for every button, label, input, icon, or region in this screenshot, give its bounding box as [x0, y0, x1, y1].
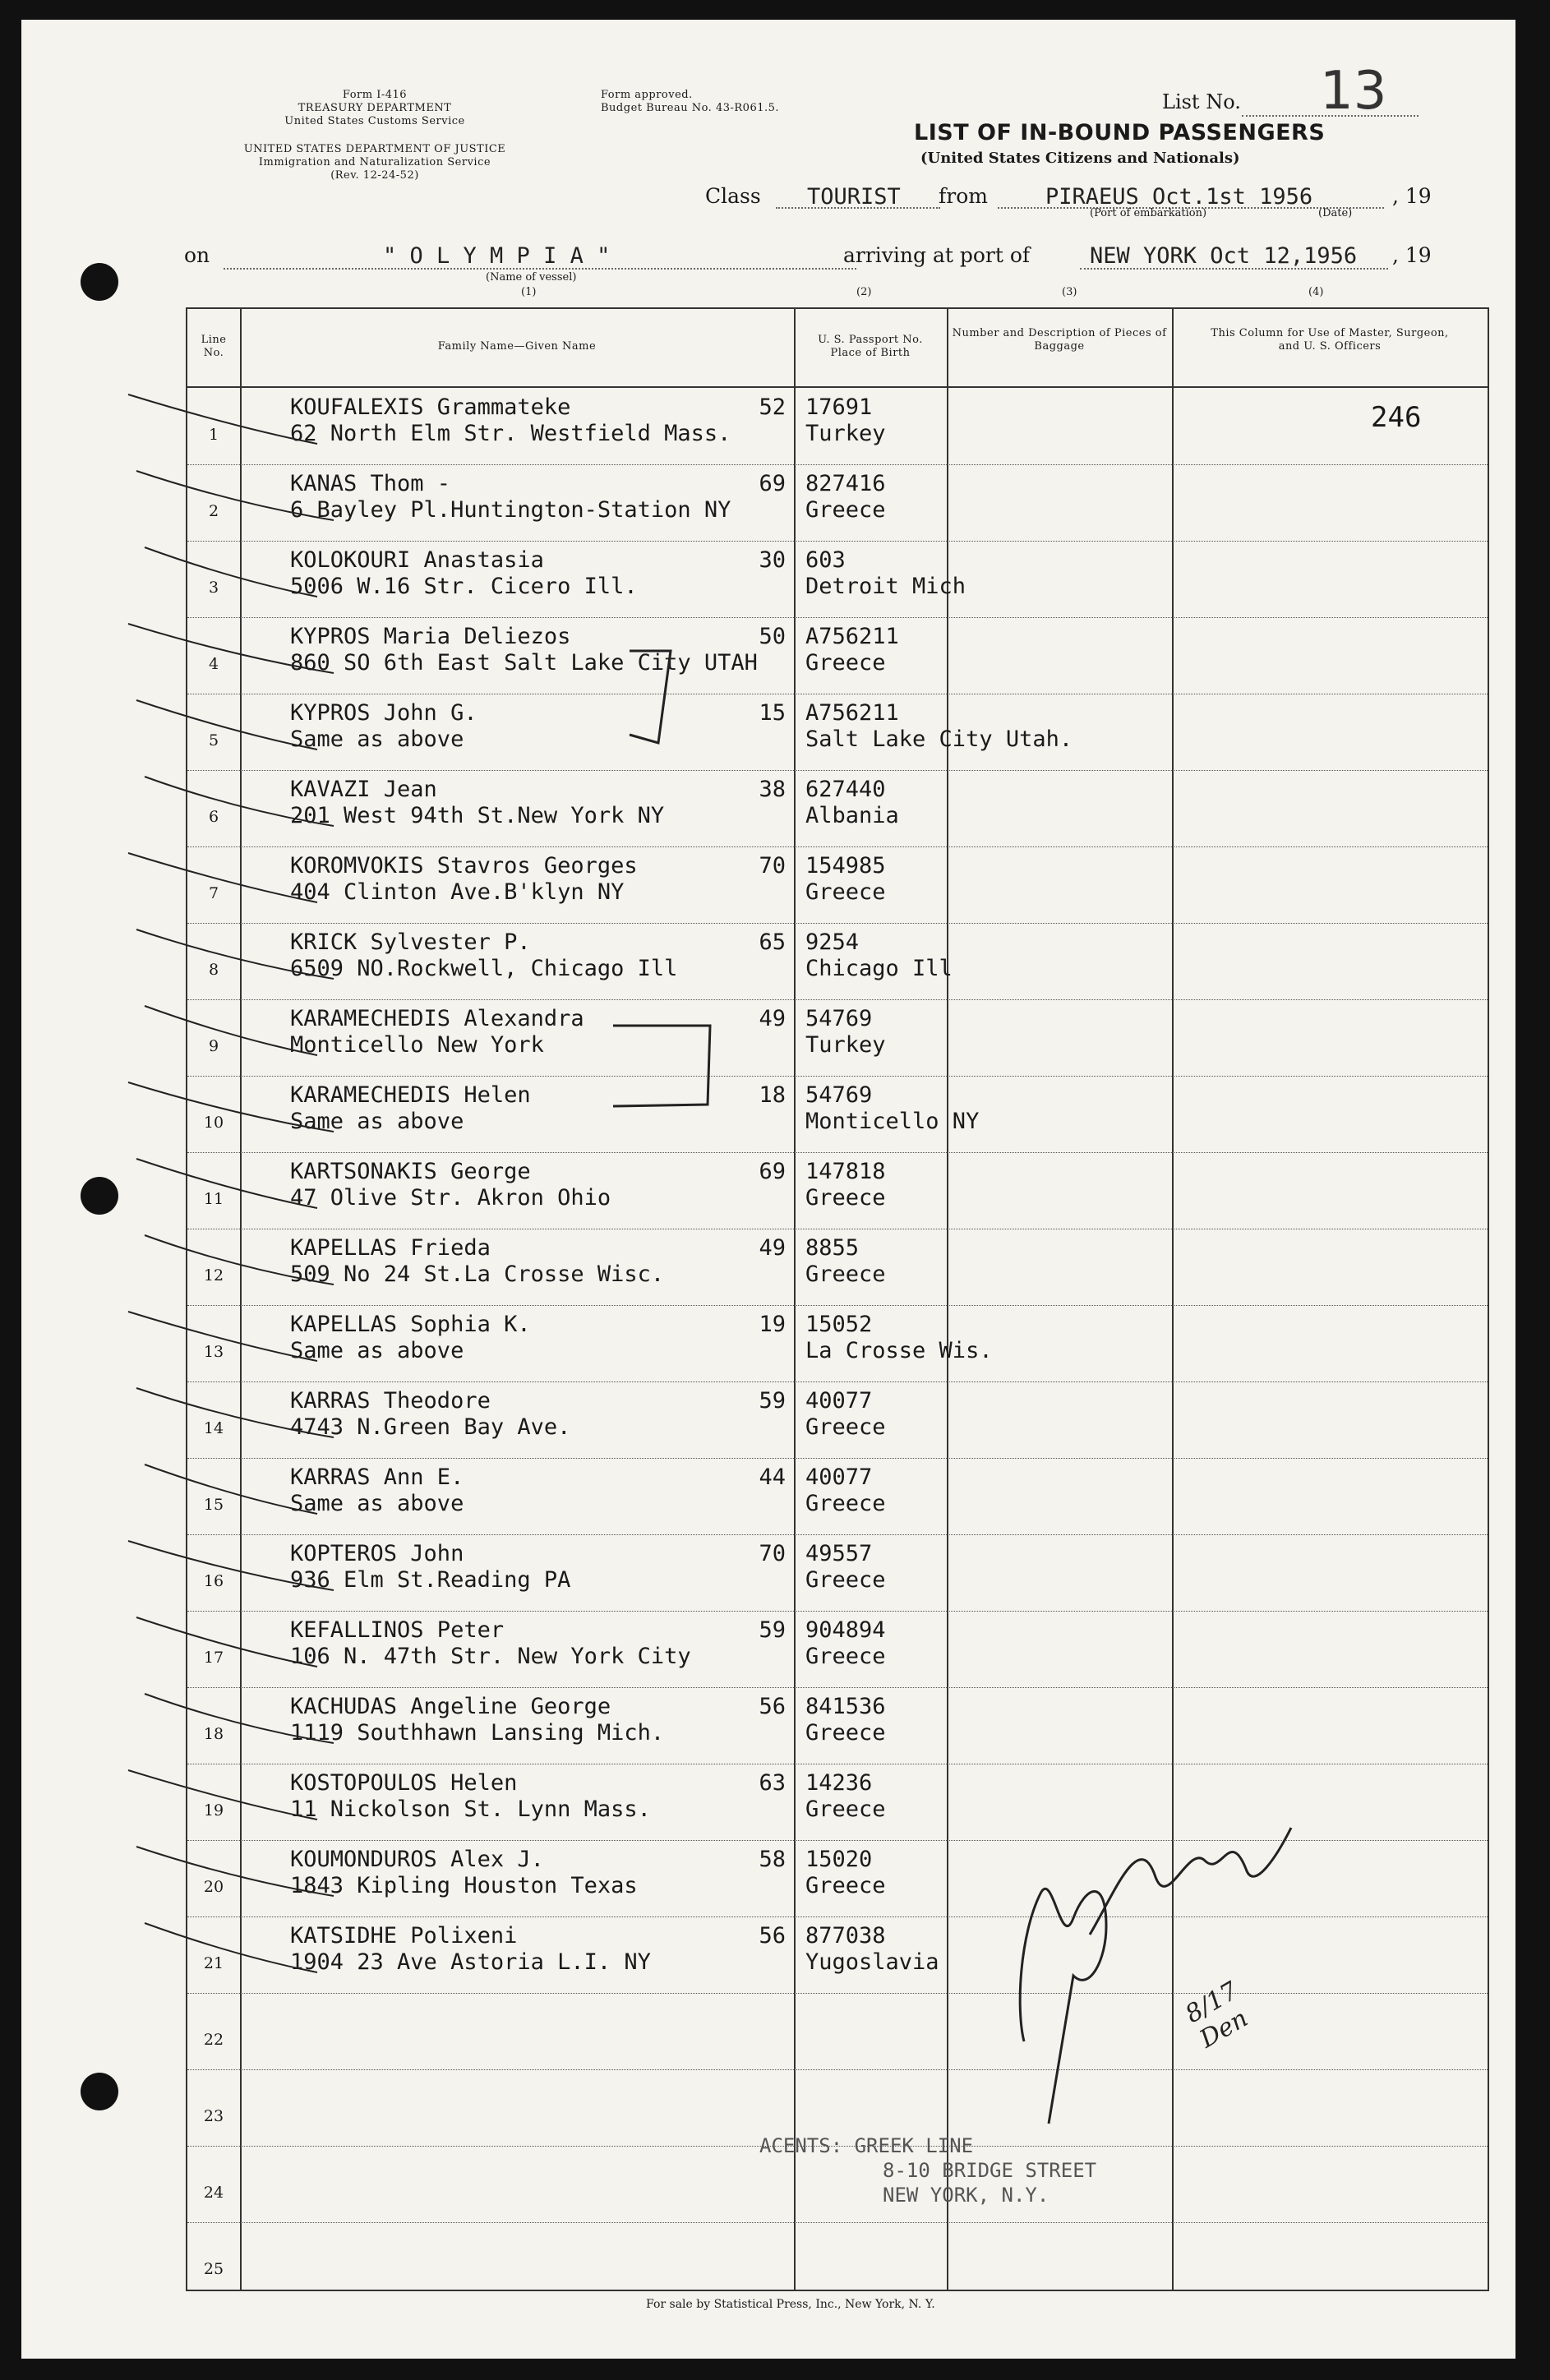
- passenger-name: KARAMECHEDIS Alexandra: [290, 1006, 584, 1031]
- passport-number: 54769: [805, 1006, 873, 1031]
- passport-number: 8855: [805, 1235, 860, 1261]
- immigration-service: Immigration and Naturalization Service: [258, 156, 491, 168]
- check-tick: [128, 1082, 334, 1132]
- passenger-address: 6509 NO.Rockwell, Chicago Ill: [290, 956, 678, 981]
- row-number: 13: [203, 1343, 224, 1361]
- passport-number: 147818: [805, 1159, 886, 1184]
- check-tick: [136, 1847, 334, 1896]
- pen-annotation: 8/17 Den: [1180, 1976, 1253, 2055]
- passenger-name: KYPROS Maria Deliezos: [290, 624, 571, 649]
- row-number: 24: [203, 2184, 224, 2202]
- passenger-age: 15: [759, 700, 786, 726]
- passenger-address: 1904 23 Ave Astoria L.I. NY: [290, 1949, 651, 1975]
- row-number: 21: [203, 1954, 224, 1972]
- passenger-address: 509 No 24 St.La Crosse Wisc.: [290, 1261, 665, 1287]
- check-tick: [128, 1541, 334, 1590]
- check-tick: [145, 1923, 317, 1972]
- row-number: 14: [203, 1419, 224, 1437]
- treasury-dept: TREASURY DEPARTMENT: [298, 102, 452, 114]
- place-of-birth: Chicago Ill: [805, 956, 953, 981]
- budget-bureau: Budget Bureau No. 43-R061.5.: [601, 102, 780, 114]
- passenger-age: 63: [759, 1770, 786, 1796]
- row-number: 3: [208, 579, 219, 597]
- year-suffix-1: , 19: [1392, 184, 1432, 208]
- row-number: 18: [203, 1725, 224, 1743]
- place-of-birth: Turkey: [805, 1032, 886, 1058]
- passenger-name: KAVAZI Jean: [290, 777, 437, 802]
- passport-number: 877038: [805, 1923, 886, 1949]
- place-of-birth: Greece: [805, 650, 886, 676]
- date-col-num: (4): [1308, 286, 1324, 298]
- signature-mark: [1020, 1828, 1291, 2124]
- row-number: 12: [203, 1266, 224, 1285]
- list-no-label: List No.: [1162, 90, 1241, 113]
- document-page: [21, 20, 1515, 2359]
- place-of-birth: Turkey: [805, 421, 886, 446]
- passport-number: A756211: [805, 700, 899, 726]
- passenger-age: 69: [759, 471, 786, 496]
- check-tick: [136, 1159, 317, 1208]
- form-number: Form I-416: [342, 89, 408, 101]
- passenger-age: 59: [759, 1617, 786, 1643]
- stamp-line-1: ACENTS: GREEK LINE: [759, 2134, 974, 2157]
- check-tick: [145, 1006, 317, 1055]
- passenger-age: 56: [759, 1923, 786, 1949]
- passenger-name: KRICK Sylvester P.: [290, 929, 531, 955]
- col-header-officers: This Column for Use of Master, Surgeon, and U. S. Officers: [1211, 327, 1449, 353]
- passenger-age: 30: [759, 547, 786, 573]
- passport-number: 15020: [805, 1847, 873, 1872]
- place-of-birth: Greece: [805, 497, 886, 523]
- vessel-caption: (Name of vessel): [486, 271, 577, 284]
- passport-number: 9254: [805, 929, 860, 955]
- row-number: 11: [203, 1190, 224, 1208]
- place-of-birth: Albania: [805, 803, 899, 828]
- place-of-birth: Greece: [805, 1644, 886, 1669]
- check-tick: [128, 1312, 317, 1361]
- passenger-name: KOROMVOKIS Stavros Georges: [290, 853, 638, 879]
- place-of-birth: Greece: [805, 1567, 886, 1593]
- passenger-name: KATSIDHE Polixeni: [290, 1923, 518, 1949]
- footer-text: For sale by Statistical Press, Inc., New York, N. Y.: [646, 2298, 935, 2311]
- passenger-address: 4743 N.Green Bay Ave.: [290, 1414, 571, 1440]
- stamp-line-2: 8-10 BRIDGE STREET: [883, 2159, 1097, 2182]
- passenger-age: 58: [759, 1847, 786, 1872]
- customs-service: United States Customs Service: [284, 115, 465, 127]
- on-label: on: [184, 243, 210, 267]
- place-of-birth: Greece: [805, 1720, 886, 1746]
- bracket-rows-9-10: [613, 1026, 710, 1106]
- passenger-address: 11 Nickolson St. Lynn Mass.: [290, 1797, 651, 1822]
- row-number: 23: [203, 2107, 224, 2125]
- passenger-address: 1843 Kipling Houston Texas: [290, 1873, 638, 1898]
- passport-number: 40077: [805, 1464, 873, 1490]
- passport-number: 40077: [805, 1388, 873, 1414]
- check-tick: [136, 471, 334, 520]
- passenger-name: KOLOKOURI Anastasia: [290, 547, 544, 573]
- place-of-birth: Detroit Mich: [805, 574, 966, 599]
- col-header-baggage: Number and Description of Pieces of Baggage: [952, 327, 1167, 353]
- passport-number: 49557: [805, 1541, 873, 1566]
- form-title: LIST OF IN-BOUND PASSENGERS: [914, 120, 1326, 145]
- row-number: 8: [208, 961, 219, 979]
- officer-note: 246: [1371, 401, 1422, 434]
- passenger-name: KYPROS John G.: [290, 700, 477, 726]
- passenger-name: KEFALLINOS Peter: [290, 1617, 505, 1643]
- col-header-name: Family Name—Given Name: [437, 340, 597, 353]
- row-number: 16: [203, 1572, 224, 1590]
- passenger-address: Same as above: [290, 1491, 464, 1516]
- col-header-line-no: Line No.: [201, 334, 227, 359]
- place-of-birth: Greece: [805, 1261, 886, 1287]
- check-tick: [145, 1694, 334, 1743]
- row-number: 20: [203, 1878, 224, 1896]
- passport-number: 54769: [805, 1082, 873, 1108]
- vessel-col-num: (1): [521, 286, 537, 298]
- row-number: 19: [203, 1801, 224, 1820]
- passenger-address: 860 SO 6th East Salt Lake City UTAH: [290, 650, 758, 676]
- passport-number: 154985: [805, 853, 886, 879]
- bracket-rows-4-5: [630, 651, 671, 743]
- date-caption: (Date): [1318, 207, 1353, 219]
- form-approved: Form approved.: [601, 89, 693, 101]
- row-number: 25: [203, 2260, 224, 2278]
- passport-number: 14236: [805, 1770, 873, 1796]
- passenger-age: 69: [759, 1159, 786, 1184]
- passenger-name: KOSTOPOULOS Helen: [290, 1770, 518, 1796]
- form-subtitle: (United States Citizens and Nationals): [920, 150, 1240, 167]
- place-of-birth: Greece: [805, 1873, 886, 1898]
- arriving-col-num: (2): [856, 286, 872, 298]
- check-tick: [145, 777, 334, 826]
- pen-marks-overlay: [21, 20, 1515, 2359]
- row-number: 6: [208, 808, 219, 826]
- check-tick: [145, 1464, 317, 1514]
- col-header-passport: U. S. Passport No. Place of Birth: [818, 334, 923, 359]
- check-tick: [145, 1235, 334, 1285]
- place-of-birth: Monticello NY: [805, 1109, 980, 1134]
- passenger-address: 936 Elm St.Reading PA: [290, 1567, 571, 1593]
- check-tick: [128, 394, 317, 444]
- passport-number: 17691: [805, 394, 873, 420]
- passport-number: 603: [805, 547, 846, 573]
- port-col-num: (3): [1062, 286, 1077, 298]
- passenger-address: Same as above: [290, 1338, 464, 1363]
- passenger-age: 44: [759, 1464, 786, 1490]
- check-tick: [128, 624, 334, 673]
- passenger-address: Same as above: [290, 726, 464, 752]
- row-number: 10: [203, 1114, 224, 1132]
- passenger-name: KARTSONAKIS George: [290, 1159, 531, 1184]
- passenger-address: 404 Clinton Ave.B'klyn NY: [290, 879, 625, 905]
- passenger-address: 1119 Southhawn Lansing Mich.: [290, 1720, 665, 1746]
- place-of-birth: La Crosse Wis.: [805, 1338, 993, 1363]
- place-of-birth: Greece: [805, 1414, 886, 1440]
- vessel-value: " O L Y M P I A ": [383, 243, 611, 269]
- form-revision: (Rev. 12-24-52): [330, 169, 419, 182]
- row-number: 4: [208, 655, 219, 673]
- class-label: Class: [705, 184, 761, 208]
- passport-number: 841536: [805, 1694, 886, 1719]
- passenger-name: KOPTEROS John: [290, 1541, 464, 1566]
- row-number: 17: [203, 1649, 224, 1667]
- passport-number: 904894: [805, 1617, 886, 1643]
- place-of-birth: Greece: [805, 1797, 886, 1822]
- passenger-age: 50: [759, 624, 786, 649]
- passport-number: 15052: [805, 1312, 873, 1337]
- arriving-label: arriving at port of: [843, 243, 1031, 267]
- check-tick: [128, 1770, 317, 1820]
- port-value: NEW YORK Oct 12,1956: [1090, 243, 1358, 269]
- check-tick: [136, 1388, 334, 1437]
- year-suffix-2: , 19: [1392, 243, 1432, 267]
- list-no-value: 13: [1320, 61, 1387, 122]
- passenger-address: 6 Bayley Pl.Huntington-Station NY: [290, 497, 731, 523]
- row-number: 5: [208, 731, 219, 750]
- place-of-birth: Salt Lake City Utah.: [805, 726, 1073, 752]
- class-value: TOURIST: [807, 184, 901, 210]
- passenger-name: KARRAS Theodore: [290, 1388, 491, 1414]
- passport-number: 827416: [805, 471, 886, 496]
- check-tick: [145, 547, 317, 597]
- row-number: 7: [208, 884, 219, 902]
- dept-justice: UNITED STATES DEPARTMENT OF JUSTICE: [243, 143, 506, 155]
- check-tick: [136, 929, 334, 979]
- passenger-address: 47 Olive Str. Akron Ohio: [290, 1185, 611, 1211]
- passenger-name: KANAS Thom -: [290, 471, 451, 496]
- from-value: PIRAEUS Oct.1st 1956: [1045, 184, 1313, 210]
- place-of-birth: Greece: [805, 879, 886, 905]
- place-of-birth: Greece: [805, 1491, 886, 1516]
- passenger-name: KAPELLAS Sophia K.: [290, 1312, 531, 1337]
- row-number: 9: [208, 1037, 219, 1055]
- passenger-name: KAPELLAS Frieda: [290, 1235, 491, 1261]
- passenger-name: KOUFALEXIS Grammateke: [290, 394, 571, 420]
- passport-number: A756211: [805, 624, 899, 649]
- place-of-birth: Greece: [805, 1185, 886, 1211]
- passenger-age: 65: [759, 929, 786, 955]
- passenger-age: 52: [759, 394, 786, 420]
- passenger-age: 18: [759, 1082, 786, 1108]
- passenger-age: 49: [759, 1235, 786, 1261]
- check-tick: [136, 700, 317, 750]
- passport-number: 627440: [805, 777, 886, 802]
- row-number: 15: [203, 1496, 224, 1514]
- passenger-name: KARRAS Ann E.: [290, 1464, 464, 1490]
- row-number: 1: [208, 426, 219, 444]
- passenger-name: KARAMECHEDIS Helen: [290, 1082, 531, 1108]
- stamp-line-3: NEW YORK, N.Y.: [883, 2184, 1049, 2207]
- passenger-address: 5006 W.16 Str. Cicero Ill.: [290, 574, 638, 599]
- tick-lines: [128, 394, 334, 1972]
- from-caption: (Port of embarkation): [1090, 207, 1207, 219]
- passenger-age: 38: [759, 777, 786, 802]
- passenger-age: 56: [759, 1694, 786, 1719]
- passenger-address: 62 North Elm Str. Westfield Mass.: [290, 421, 731, 446]
- passenger-age: 70: [759, 1541, 786, 1566]
- passenger-age: 59: [759, 1388, 786, 1414]
- from-label: from: [939, 184, 988, 208]
- passenger-name: KOUMONDUROS Alex J.: [290, 1847, 544, 1872]
- passenger-name: KACHUDAS Angeline George: [290, 1694, 611, 1719]
- passenger-address: Same as above: [290, 1109, 464, 1134]
- check-tick: [136, 1617, 317, 1667]
- passenger-age: 70: [759, 853, 786, 879]
- row-number: 2: [208, 502, 219, 520]
- place-of-birth: Yugoslavia: [805, 1949, 939, 1975]
- passenger-age: 49: [759, 1006, 786, 1031]
- check-tick: [128, 853, 317, 902]
- passenger-address: 201 West 94th St.New York NY: [290, 803, 665, 828]
- passenger-age: 19: [759, 1312, 786, 1337]
- row-number: 22: [203, 2031, 224, 2049]
- passenger-address: Monticello New York: [290, 1032, 544, 1058]
- passenger-address: 106 N. 47th Str. New York City: [290, 1644, 691, 1669]
